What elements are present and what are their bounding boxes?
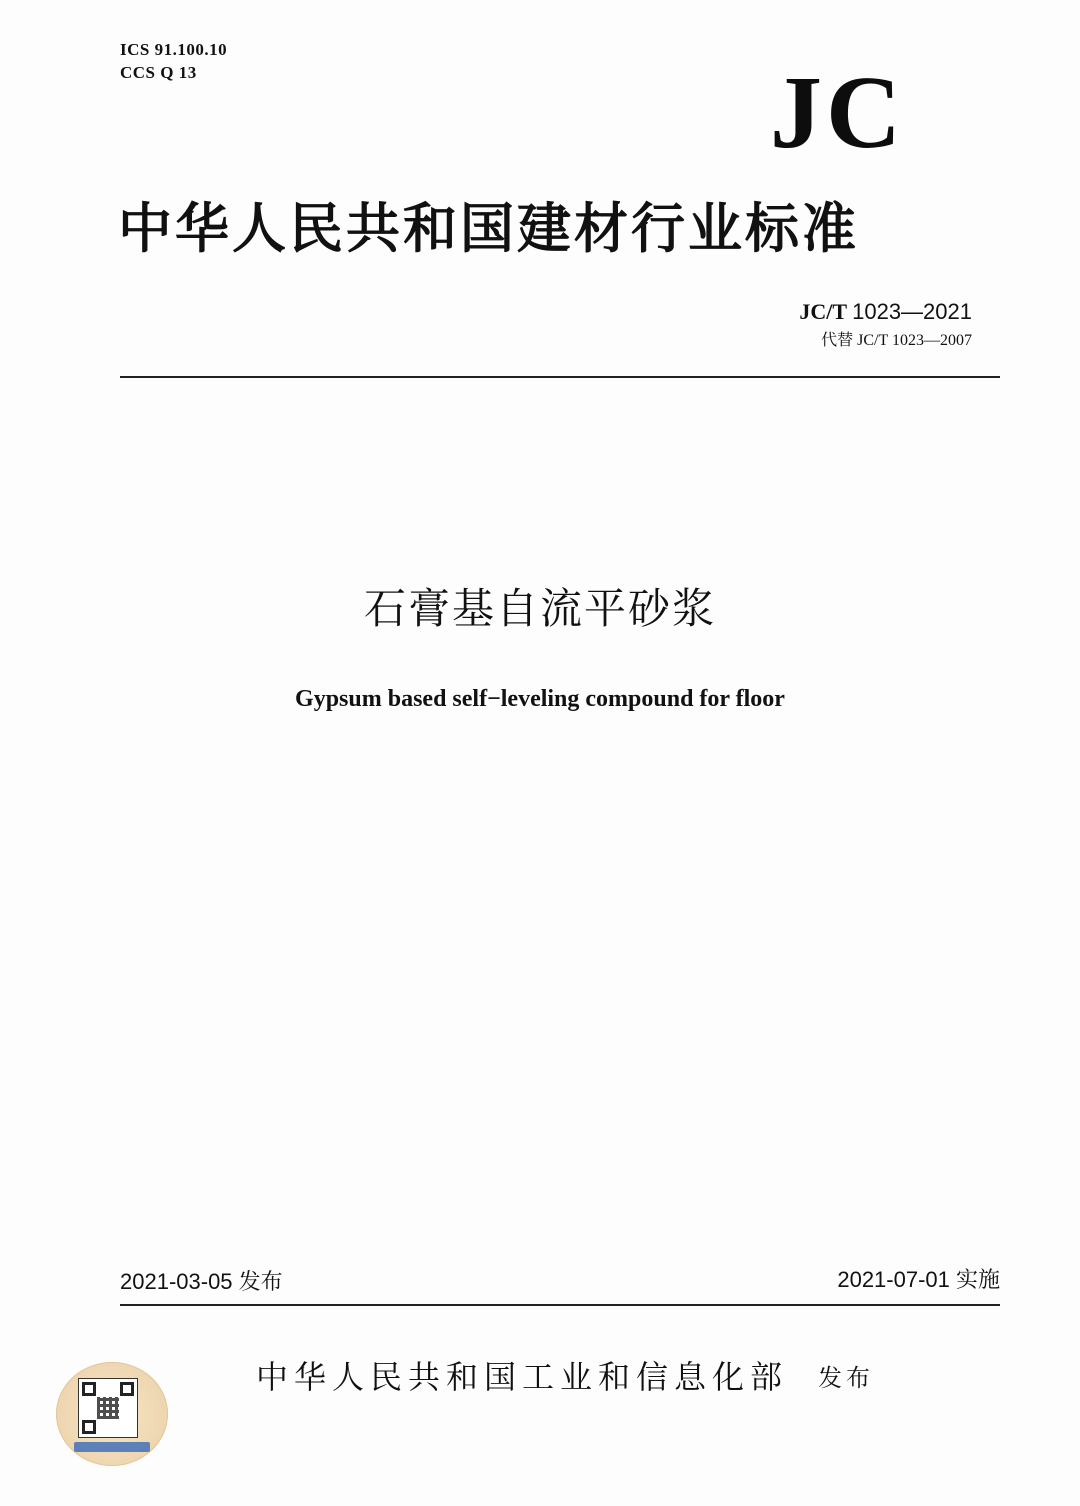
qr-corner [120,1382,134,1396]
publisher-suffix: 发布 [818,1364,874,1392]
standard-number [799,298,972,326]
publisher-name: 中华人民共和国工业和信息化部 [256,1358,789,1396]
organization-title: 中华人民共和国建材行业标准 [118,197,859,260]
qr-code-icon [78,1378,138,1438]
replaces-standard: 代替 JC/T 1023—2007 [821,332,972,349]
footer-divider [120,1304,1000,1306]
implementation-date: 2021-07-01 实施 [837,1267,1000,1292]
ccs-code: CCS Q 13 [120,63,197,82]
standard-number-value: 1023—2021 [852,299,972,324]
title-chinese: 石膏基自流平砂浆 [363,584,716,633]
classification-codes [120,38,227,84]
issue-date: 2021-03-05 发布 [120,1269,283,1294]
jc-logo: JC [770,55,906,170]
anti-counterfeit-seal [56,1362,168,1466]
qr-corner [82,1382,96,1396]
header-divider [120,376,1000,378]
ics-code: ICS 91.100.10 [120,40,228,59]
title-english: Gypsum based self−leveling compound for floor [295,686,785,712]
qr-corner [82,1420,96,1434]
standard-prefix: JC/T [799,299,847,324]
seal-strip [74,1442,150,1452]
qr-pattern [97,1397,119,1419]
